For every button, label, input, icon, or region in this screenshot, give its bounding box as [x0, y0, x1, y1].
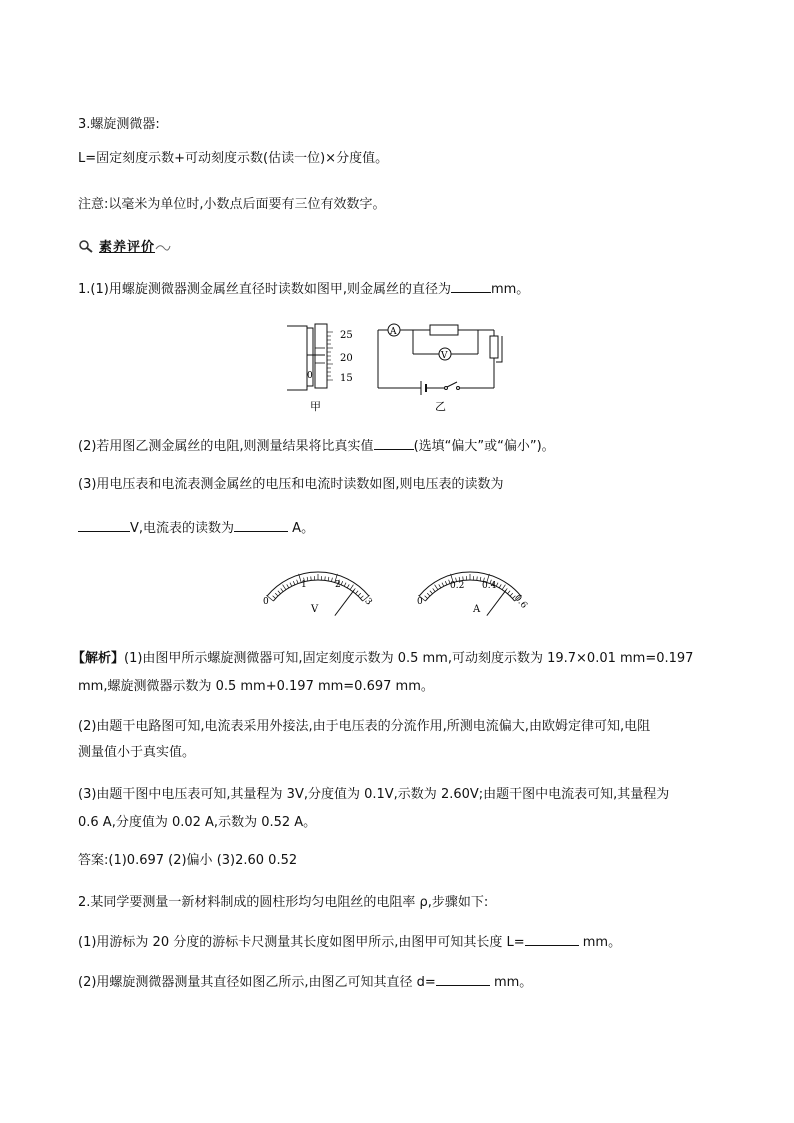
ammeter-tick-label: 0 — [417, 597, 423, 607]
meter-tick — [350, 585, 353, 590]
meter-tick — [307, 577, 308, 581]
caption-jia: 甲 — [310, 400, 321, 413]
micrometer-label-20: 20 — [340, 353, 353, 364]
meter-tick — [435, 585, 438, 590]
circuit-figure — [378, 324, 502, 395]
analysis-2-line1: (2)由题干电路图可知,电流表采用外接法,由于电压表的分流作用,所测电流偏大,由欧姆定律可知,电阻 — [78, 719, 651, 734]
answer-blank[interactable] — [451, 279, 491, 293]
ammeter-needle — [487, 590, 506, 616]
q1-part2: (2)若用图乙测金属丝的电阻,则测量结果将比真实值 (选填“偏大”或“偏小”)。 — [78, 436, 555, 456]
answer-blank[interactable] — [525, 932, 579, 946]
micrometer-label-15: 15 — [340, 373, 353, 384]
meter-tick — [283, 585, 286, 590]
caption-yi: 乙 — [435, 400, 446, 413]
meter-tick — [445, 581, 447, 585]
meter-tick — [356, 591, 359, 594]
micrometer-label-25: 25 — [340, 330, 353, 341]
intro-heading: 3.螺旋测微器: — [78, 117, 160, 132]
ammeter-tick-label: 0.2 — [450, 581, 465, 591]
tag-swirl-icon — [155, 239, 171, 253]
meter-tick — [442, 583, 444, 587]
analysis-tag: 【解析】 — [72, 651, 125, 666]
voltmeter-unit: V — [311, 604, 319, 615]
voltmeter-tick-label: 1 — [301, 580, 307, 590]
circuit-ammeter-label: A — [390, 327, 397, 337]
analysis-2-line2: 测量值小于真实值。 — [78, 745, 196, 760]
meter-tick — [430, 591, 433, 594]
ammeter-unit: A — [473, 604, 481, 615]
meter-tick — [287, 584, 289, 587]
q1-part1: 1.(1)用螺旋测微器测金属丝直径时读数如图甲,则金属丝的直径为 mm。 — [78, 279, 529, 299]
meter-tick — [341, 581, 343, 585]
q2-part2: (2)用螺旋测微器测量其直径如图乙所示,由图乙可知其直径 d= mm。 — [78, 972, 532, 992]
meter-tick — [433, 588, 435, 591]
meter-tick — [328, 577, 329, 581]
ammeter-tick-label: 0.6 — [511, 593, 529, 611]
voltmeter-tick-label: 3 — [362, 596, 374, 608]
analysis-3-line1: (3)由题干图中电压表可知,其量程为 3V,分度值为 0.1V,示数为 2.60V;由题干图中电流表可知,其量程为 — [78, 787, 670, 802]
analysis-1-line1: 【解析】(1)由图甲所示螺旋测微器可知,固定刻度示数为 0.5 mm,可动刻度示数为 19.7×0.01 mm=0.197 — [72, 651, 694, 666]
meter-tick — [331, 578, 332, 582]
meter-tick — [273, 596, 276, 599]
micrometer-figure — [287, 324, 353, 413]
voltmeter-tick-label: 2 — [335, 580, 341, 590]
meter-tick — [502, 585, 505, 590]
ammeter-tick-label: 0.4 — [482, 581, 497, 591]
meter-tick — [275, 593, 278, 596]
magnifier-icon — [78, 239, 96, 253]
meter-tick — [281, 588, 283, 591]
meter-tick — [293, 581, 295, 585]
q2-part1: (1)用游标为 20 分度的游标卡尺测量其长度如图甲所示,由图甲可知其长度 L= mm。 — [78, 932, 621, 952]
section-tag — [78, 236, 171, 255]
meter-arc — [273, 580, 362, 601]
answer-blank[interactable] — [436, 972, 490, 986]
voltmeter-tick-label: 0 — [263, 597, 269, 607]
circuit-voltmeter-label: V — [441, 351, 448, 361]
meter-tick — [496, 583, 498, 587]
answer-blank[interactable] — [374, 436, 414, 450]
meter-tick — [439, 584, 441, 587]
answer-blank[interactable] — [78, 518, 130, 532]
q2-stem: 2.某同学要测量一新材料制成的圆柱形均匀电阻丝的电阻率 ρ,步骤如下: — [78, 895, 489, 910]
meter-tick — [499, 584, 501, 587]
meter-arc — [425, 580, 514, 601]
figure-micrometer-circuit — [285, 318, 545, 418]
meter-tick — [508, 591, 511, 594]
meter-tick — [427, 593, 430, 596]
meter-tick — [278, 591, 281, 594]
q1-part3b: V,电流表的读数为 A。 — [78, 518, 314, 538]
voltmeter-figure — [253, 560, 383, 620]
voltmeter-needle — [335, 590, 354, 616]
meter-tick — [297, 580, 298, 584]
meter-tick — [347, 584, 349, 587]
meter-tick — [510, 593, 513, 596]
meter-tick — [358, 593, 361, 596]
meter-tick — [290, 583, 292, 587]
meter-tick — [425, 596, 428, 599]
answer-line: 答案:(1)0.697 (2)偏小 (3)2.60 0.52 — [78, 853, 298, 868]
intro-formula: L=固定刻度示数+可动刻度示数(估读一位)×分度值。 — [78, 151, 389, 166]
section-tag-label: 素养评价 — [99, 240, 156, 255]
intro-note: 注意:以毫米为单位时,小数点后面要有三位有效数字。 — [78, 197, 386, 212]
ammeter-figure — [405, 560, 535, 620]
meter-tick — [344, 583, 346, 587]
meter-tick — [360, 596, 363, 599]
analysis-1-line2: mm,螺旋测微器示数为 0.5 mm+0.197 mm=0.697 mm。 — [78, 679, 434, 694]
meter-tick — [480, 577, 481, 581]
q1-part3: (3)用电压表和电流表测金属丝的电压和电流时读数如图,则电压表的读数为 — [78, 477, 504, 492]
analysis-3-line2: 0.6 A,分度值为 0.02 A,示数为 0.52 A。 — [78, 815, 317, 830]
answer-blank[interactable] — [234, 518, 288, 532]
micrometer-zero: 0 — [307, 371, 313, 381]
